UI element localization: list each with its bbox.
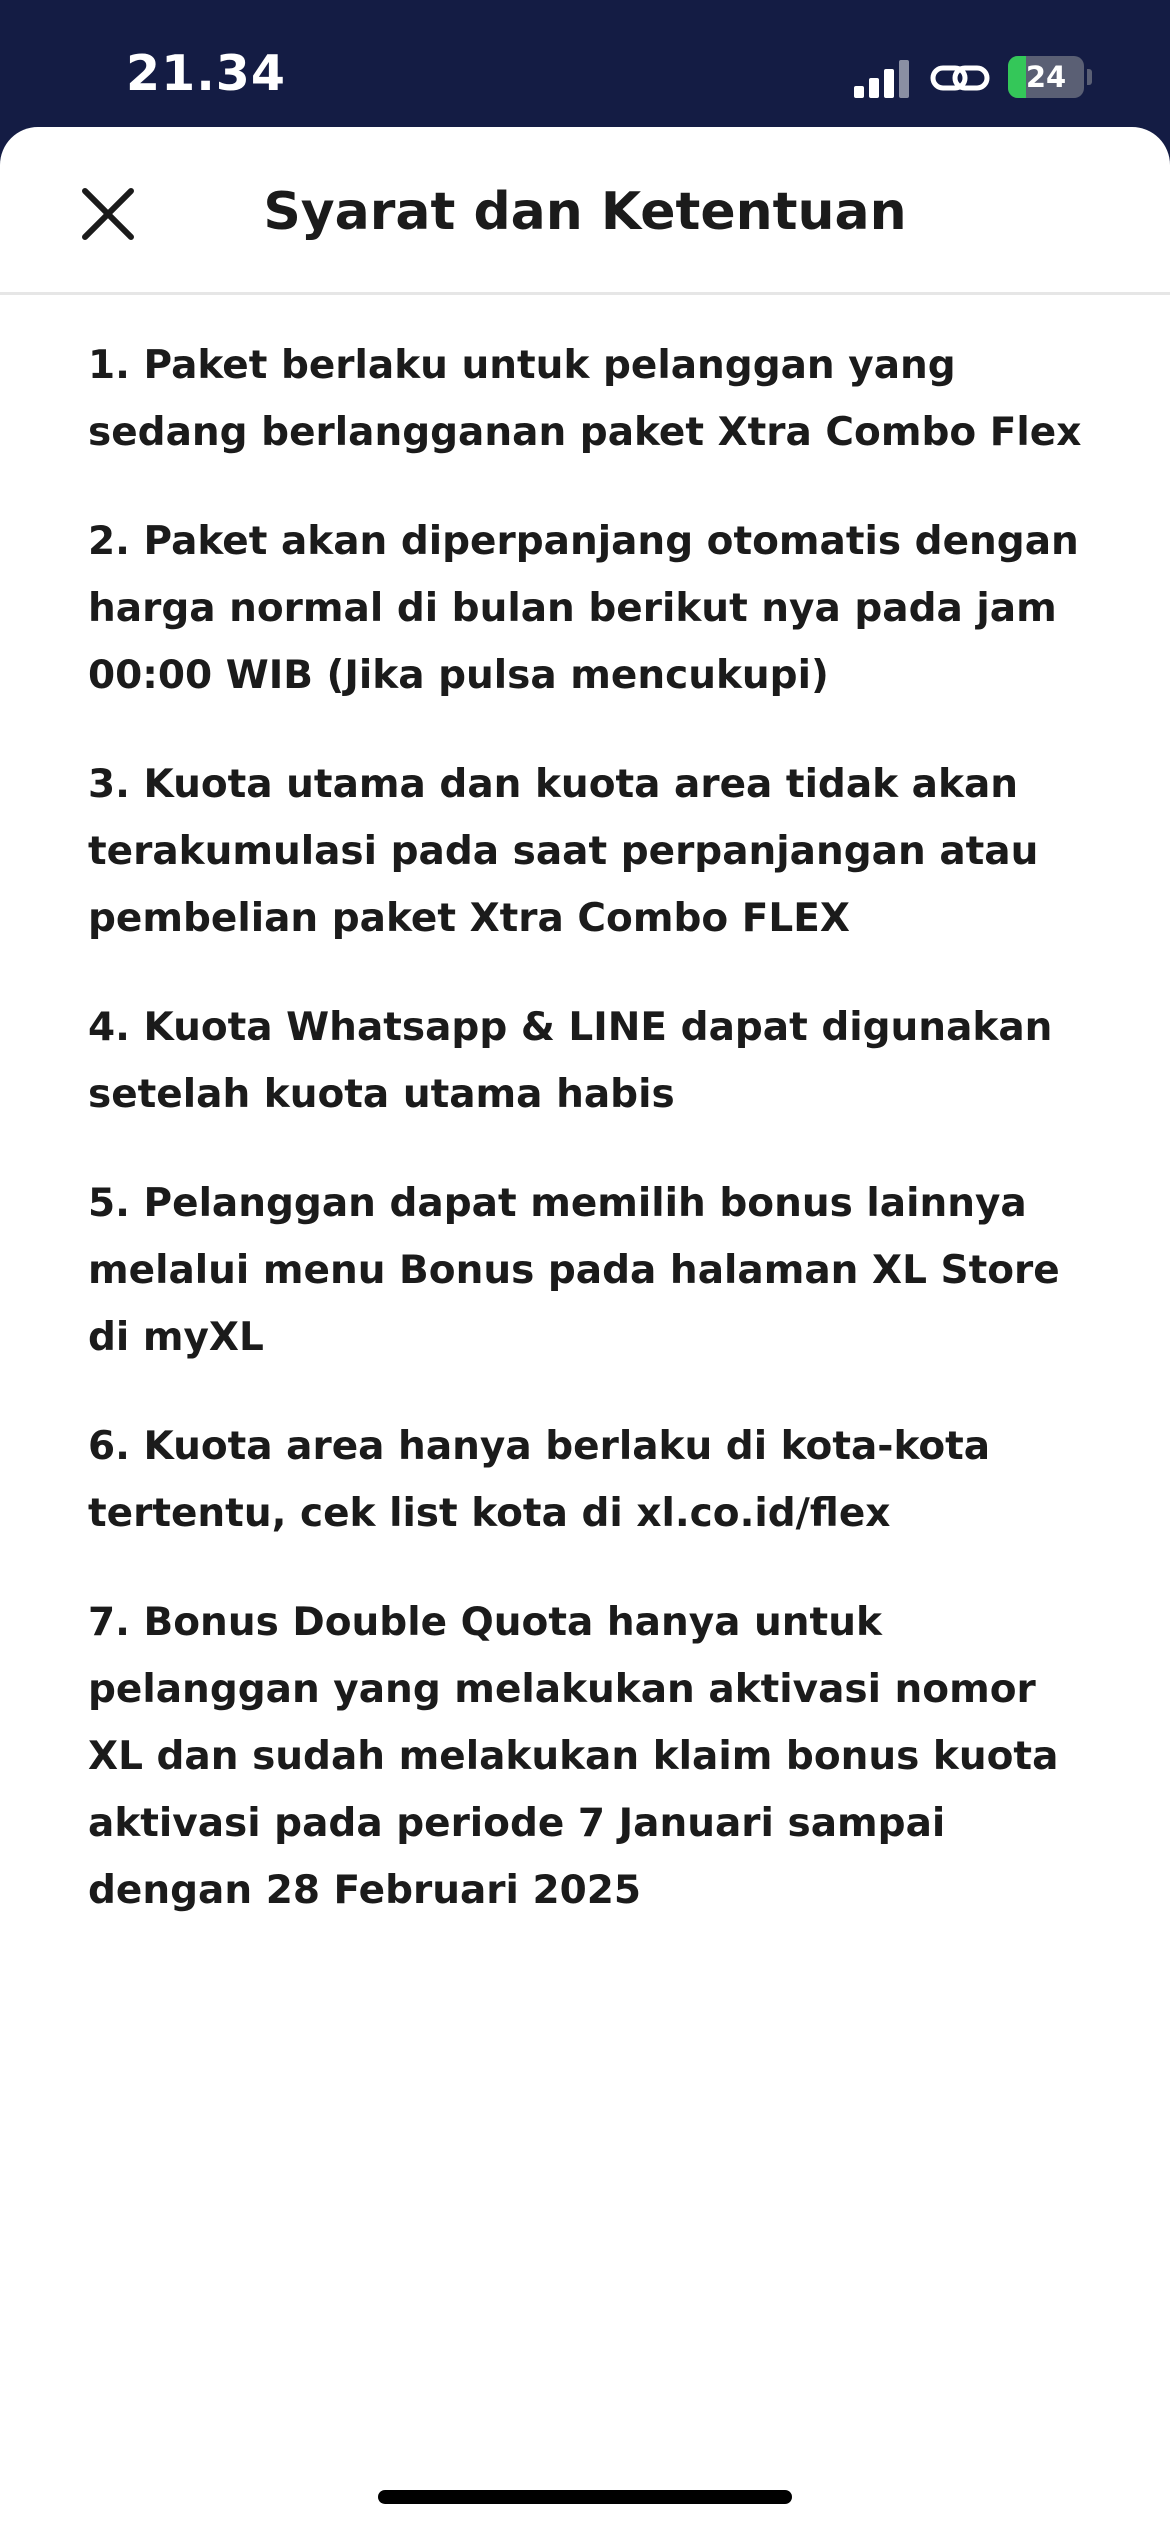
home-indicator[interactable] bbox=[378, 2490, 792, 2504]
term-item: 4. Kuota Whatsapp & LINE dapat digunakan setelah kuota utama habis bbox=[88, 1005, 1053, 1117]
close-icon bbox=[82, 188, 134, 240]
term-item: 2. Paket akan diperpanjang otomatis dengan harga normal di bulan berikut nya pada jam 00:00 WIB (Jika pulsa mencukupi) bbox=[88, 519, 1079, 698]
status-time: 21.34 bbox=[126, 45, 286, 102]
battery-charging-icon bbox=[1008, 56, 1088, 98]
term-item: 1. Paket berlaku untuk pelanggan yang sedang berlangganan paket Xtra Combo Flex bbox=[88, 343, 1082, 455]
battery-percent: 24 bbox=[1025, 60, 1067, 94]
cellular-signal-icon bbox=[854, 60, 914, 98]
terms-list bbox=[88, 332, 1088, 1966]
term-item: 6. Kuota area hanya berlaku di kota-kota tertentu, cek list kota di xl.co.id/flex bbox=[88, 1424, 991, 1536]
sheet-header bbox=[0, 127, 1170, 295]
sheet-title: Syarat dan Ketentuan bbox=[263, 182, 907, 242]
status-bar bbox=[0, 0, 1170, 127]
close-button[interactable] bbox=[64, 170, 152, 258]
link-icon bbox=[930, 58, 990, 98]
term-item: 3. Kuota utama dan kuota area tidak akan terakumulasi pada saat perpanjangan atau pembelian paket Xtra Combo FLEX bbox=[88, 762, 1039, 941]
terms-sheet bbox=[0, 127, 1170, 2532]
term-item: 7. Bonus Double Quota hanya untuk pelanggan yang melakukan aktivasi nomor XL dan sudah melakukan klaim bonus kuota aktivasi pada periode 7 Januari sampai dengan 28 Februari 2025 bbox=[88, 1600, 1059, 1913]
term-item: 5. Pelanggan dapat memilih bonus lainnya melalui menu Bonus pada halaman XL Store di myXL bbox=[88, 1181, 1060, 1360]
